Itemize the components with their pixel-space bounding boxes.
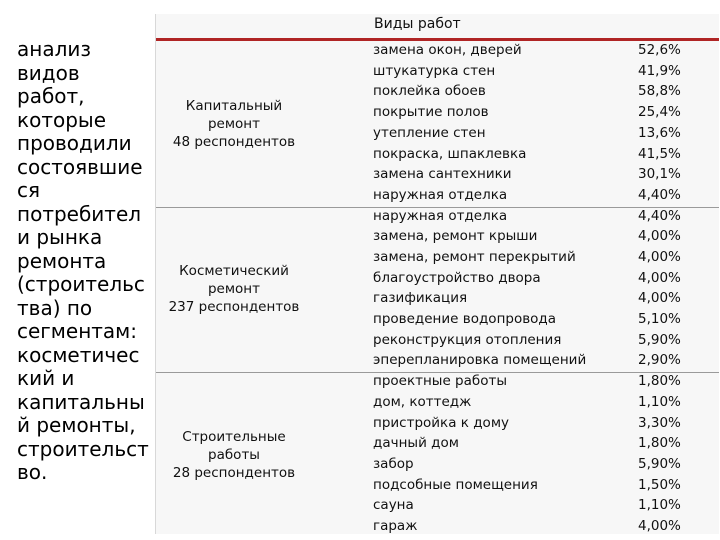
table-header-title: Виды работ [374, 16, 461, 32]
work-type-cell: благоустройство двора [373, 269, 541, 286]
work-type-cell: замена окон, дверей [373, 42, 522, 58]
work-types-table [155, 14, 719, 534]
percent-cell: 1,10% [638, 497, 681, 514]
percent-cell: 25,4% [638, 104, 681, 121]
percent-cell: 1,10% [638, 393, 681, 410]
percent-cell: 4,00% [638, 269, 681, 286]
table-row [156, 351, 719, 372]
segment-label-line: Косметический [179, 263, 289, 280]
segment-label-line: ремонт [207, 281, 260, 298]
work-type-cell: наружная отделка [373, 186, 508, 203]
segment-label-line: 237 респондентов [168, 299, 300, 316]
table-row [156, 372, 719, 393]
work-type-cell: проведение водопровода [373, 311, 557, 328]
side-text-line: и рынка [17, 225, 103, 249]
side-text-line: кий и [17, 366, 75, 390]
percent-cell: 5,10% [638, 311, 681, 328]
work-type-cell: поклейка обоев [373, 83, 486, 100]
table-header [156, 14, 719, 38]
work-type-cell: штукатурка стен [373, 62, 496, 79]
work-type-cell: замена сантехники [373, 166, 512, 183]
work-type-cell: утепление стен [373, 124, 486, 141]
table-row [156, 62, 719, 83]
table-row [156, 517, 719, 538]
percent-cell: 5,90% [638, 455, 681, 472]
side-text-line: анализ [17, 37, 92, 61]
work-type-cell: газификация [373, 290, 468, 307]
percent-cell: 13,6% [638, 124, 681, 141]
side-text-line: ся [17, 178, 41, 202]
table-row [156, 82, 719, 103]
side-text-line: состоявшие [17, 154, 143, 179]
percent-cell: 1,80% [638, 373, 681, 390]
table-row [156, 165, 719, 186]
side-text-line: капитальны [17, 389, 145, 414]
work-type-cell: гараж [373, 518, 418, 535]
segment-group [156, 207, 719, 373]
percent-cell: 4,00% [638, 228, 681, 245]
table-row [156, 310, 719, 331]
percent-cell: 1,80% [638, 435, 681, 452]
percent-cell: 1,50% [638, 476, 681, 493]
work-type-cell: сауна [373, 497, 414, 514]
percent-cell: 58,8% [638, 83, 681, 100]
percent-cell: 4,40% [638, 186, 681, 203]
side-text-line: потребител [17, 201, 142, 226]
work-type-cell: проектные работы [373, 373, 508, 390]
segment-group [156, 41, 719, 207]
segment-label-line: Строительные [182, 428, 286, 445]
table-row [156, 289, 719, 310]
side-description [17, 38, 152, 485]
segment-label-line: ремонт [207, 115, 260, 132]
percent-cell: 52,6% [638, 42, 681, 58]
table-row [156, 496, 719, 517]
table-row [156, 269, 719, 290]
work-type-cell: замена, ремонт перекрытий [373, 248, 576, 265]
side-text-line: (строительс [17, 272, 145, 296]
percent-cell: 2,90% [638, 352, 681, 369]
table-row [156, 414, 719, 435]
segment-label-line: работы [208, 446, 260, 463]
side-text-line: косметичес [17, 342, 140, 367]
table-row [156, 331, 719, 352]
work-type-cell: пристройка к дому [373, 414, 509, 431]
side-text-line: проводили [17, 131, 132, 155]
work-type-cell: реконструкция отопления [373, 331, 562, 348]
segment-label-line: 28 респондентов [172, 464, 296, 481]
table-row [156, 145, 719, 166]
work-type-cell: покраска, шпаклевка [373, 145, 527, 162]
work-type-cell: забор [373, 455, 414, 472]
table-row [156, 103, 719, 124]
table-row [156, 41, 719, 62]
side-text-line: строительст [17, 436, 149, 461]
table-row [156, 455, 719, 476]
table-row [156, 248, 719, 269]
work-type-cell: дачный дом [373, 435, 459, 452]
percent-cell: 4,00% [638, 518, 681, 535]
side-text-line: тва) по [17, 295, 93, 320]
work-type-cell: замена, ремонт крыши [373, 228, 538, 245]
work-type-cell: дом, коттедж [373, 393, 472, 410]
work-type-cell: эперепланировка помещений [373, 352, 587, 369]
table-row [156, 434, 719, 455]
segment-label-line: Капитальный [185, 97, 283, 114]
table-row [156, 186, 719, 207]
side-text-line: работ, [17, 84, 85, 108]
side-text-line: ремонта [17, 248, 107, 273]
table-row [156, 476, 719, 497]
work-type-cell: подсобные помещения [373, 476, 538, 493]
percent-cell: 4,00% [638, 290, 681, 307]
percent-cell: 30,1% [638, 166, 681, 183]
work-type-cell: наружная отделка [373, 207, 508, 224]
percent-cell: 3,30% [638, 414, 681, 431]
table-row [156, 207, 719, 228]
side-text-line: й ремонты, [17, 413, 136, 437]
percent-cell: 5,90% [638, 331, 681, 348]
percent-cell: 4,40% [638, 207, 681, 224]
percent-cell: 4,00% [638, 248, 681, 265]
work-type-cell: покрытие полов [373, 104, 489, 121]
table-row [156, 124, 719, 145]
table-row [156, 227, 719, 248]
side-text-line: во. [17, 460, 48, 484]
side-text-line: которые [17, 107, 106, 132]
side-text-line: сегментам: [17, 319, 138, 343]
segment-label-line: 48 респондентов [172, 133, 296, 150]
table-row [156, 393, 719, 414]
side-text-line: видов [17, 60, 80, 85]
percent-cell: 41,5% [638, 145, 681, 162]
percent-cell: 41,9% [638, 62, 681, 79]
segment-group [156, 372, 719, 538]
